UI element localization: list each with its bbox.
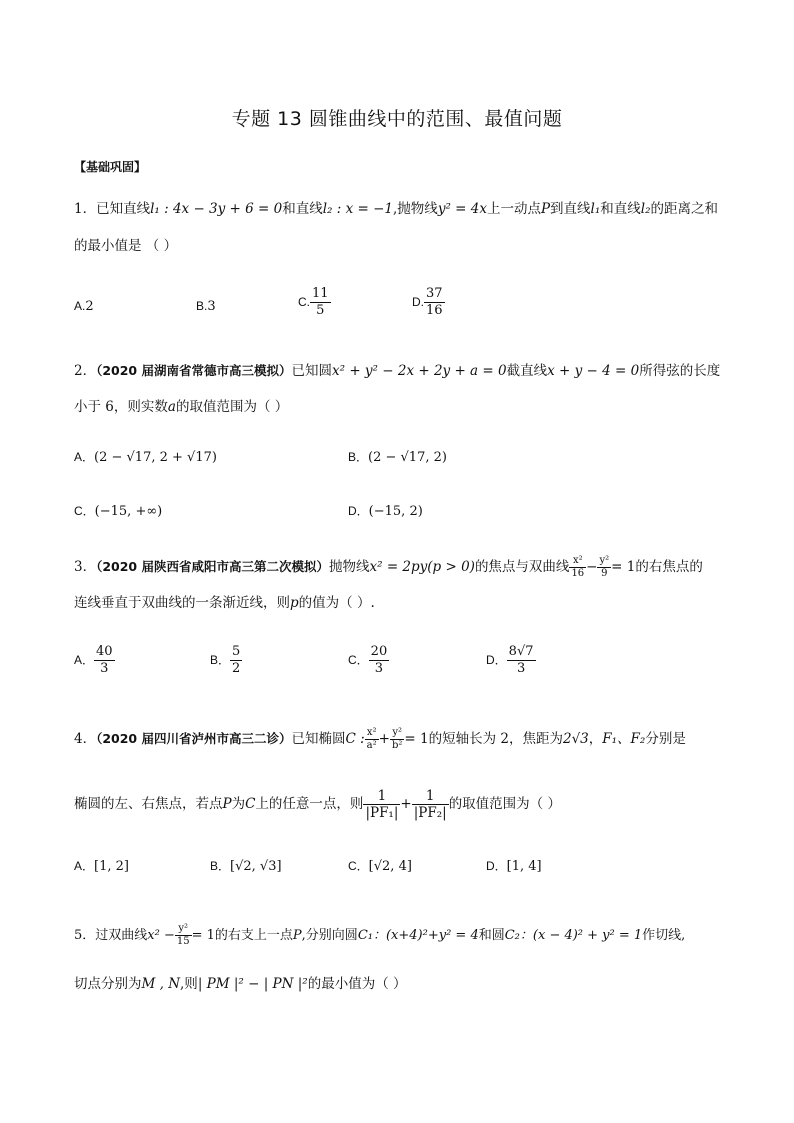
q4-option-a[interactable]: A．[1, 2] [74,859,129,874]
fraction: $\frac{\text{x²}}{16}$ [571,555,585,579]
fraction: $\frac{40}{3}$ [96,644,113,676]
q2-option-a[interactable]: A．(2 − √17, 2 + √17) [74,450,217,465]
question-5-line-1: 5．过双曲线x² − $\frac{\text{y²}}{15}$ = 1的右支上一点P,分别向圆C₁：(x+4)²+y² = 4和圆C₂：(x − 4)² + y² = 1作切线, [74,923,686,947]
fraction: $\frac{5}{2}$ [232,644,241,676]
fraction: $\frac{20}{3}$ [370,644,388,676]
line-l1-equation: l₁ : 4x − 3y + 6 = 0 [150,201,283,217]
page-title: 专题 13 圆锥曲线中的范围、最值问题 [231,108,563,130]
question-5-line-2: 切点分别为M , N,则| PM |² − | PN |²的最小值为（ ） [74,976,407,992]
question-4-source: （2020 届四川省泸州市高三二诊） [96,731,292,746]
circle-c2-equation: ：(x − 4)² + y² = 1 [519,928,643,943]
circle-c1-equation: ：(x+4)²+y² = 4 [372,928,479,943]
question-4-number: 4． [74,731,97,747]
question-2-number: 2． [74,363,97,379]
line-l2-equation: l₂ : x = −1 [322,201,394,217]
q3-option-a[interactable]: A． $\frac{40}{3}$ [74,644,113,676]
parabola-equation: x² = 2py(p > 0) [369,559,475,575]
q1-option-a[interactable]: A.2 [74,299,94,314]
fraction: $\frac{37}{16}$ [426,286,443,318]
question-3-source: （2020 届陕西省咸阳市高三第二次模拟） [96,559,329,574]
section-heading: 【基础巩固】 [74,160,147,174]
question-3-line-2: 连线垂直于双曲线的一条渐近线，则p的值为（ ）. [74,595,375,611]
question-1-number: 1． [74,201,97,217]
circle-equation: x² + y² − 2x + 2y + a = 0 [332,363,507,379]
question-1-line-1: 1．已知直线l₁ : 4x − 3y + 6 = 0和直线l₂ : x = −1,抛物线y² = 4x上一动点P到直线l₁和直线l₂的距离之和 [74,201,719,217]
question-5-number: 5． [74,928,96,943]
q3-option-d[interactable]: D． $\frac{8√7}{3}$ [486,644,534,676]
fraction: $\frac{8√7}{3}$ [508,644,534,676]
q2-option-d[interactable]: D．(−15, 2) [348,504,423,519]
fraction: $\frac{\text{x²}}{\text{a²}}$ [366,727,377,751]
q4-option-c[interactable]: C．[√2, 4] [348,859,412,874]
q2-option-b[interactable]: B．(2 − √17, 2) [348,450,447,465]
question-4-line-1: 4．（2020 届四川省泸州市高三二诊）已知椭圆C : $\frac{\text{x²}}{\text{a²}}$ + $\frac{\text{y²}}{\text{b²}}$ = 1的短轴长为 2，焦距为2√3，F₁、F₂分别是 [74,727,686,751]
question-4-line-2: 椭圆的左、右焦点，若点P为C上的任意一点，则 $\frac{1}{\text{|PF₁|}}$ + $\frac{1}{\text{|PF₂|}}$ 的取值范围为（ ） [74,788,561,821]
fraction: $\frac{\text{y²}}{9}$ [599,555,610,579]
q1-option-d[interactable]: D. $\frac{37}{16}$ [412,286,443,318]
q1-option-b[interactable]: B.3 [196,299,216,314]
question-3-line-1: 3．（2020 届陕西省咸阳市高三第二次模拟）抛物线x² = 2py(p > 0)的焦点与双曲线 $\frac{\text{x²}}{16}$ − $\frac{\text{y²}}{9}$ = 1的右焦点的 [74,555,703,579]
q3-option-c[interactable]: C． $\frac{20}{3}$ [348,644,388,676]
question-2-line-1: 2．（2020 届湖南省常德市高三模拟）已知圆x² + y² − 2x + 2y + a = 0截直线x + y − 4 = 0所得弦的长度 [74,363,721,379]
expression: | PM |² − | PN |² [197,976,308,992]
q4-option-b[interactable]: B．[√2, √3] [210,859,282,874]
parabola-equation: y² = 4x [437,201,487,217]
question-3-number: 3． [74,559,97,575]
question-1-line-2: 的最小值是 （ ） [74,238,178,254]
fraction: $\frac{1}{\text{|PF₂|}}$ [413,788,447,821]
fraction: $\frac{\text{y²}}{15}$ [176,923,190,947]
q4-option-d[interactable]: D．[1, 4] [486,859,542,874]
fraction: $\frac{1}{\text{|PF₁|}}$ [365,788,399,821]
q1-option-c[interactable]: C. $\frac{11}{5}$ [298,286,329,318]
fraction: $\frac{\text{y²}}{\text{b²}}$ [391,727,403,751]
fraction: $\frac{11}{5}$ [312,286,329,318]
question-2-source: （2020 届湖南省常德市高三模拟） [96,363,292,378]
q3-option-b[interactable]: B． $\frac{5}{2}$ [210,644,241,676]
question-2-line-2: 小于 6，则实数a的取值范围为（ ） [74,399,289,415]
line-equation: x + y − 4 = 0 [547,363,640,379]
q2-option-c[interactable]: C．(−15, +∞) [74,504,163,519]
